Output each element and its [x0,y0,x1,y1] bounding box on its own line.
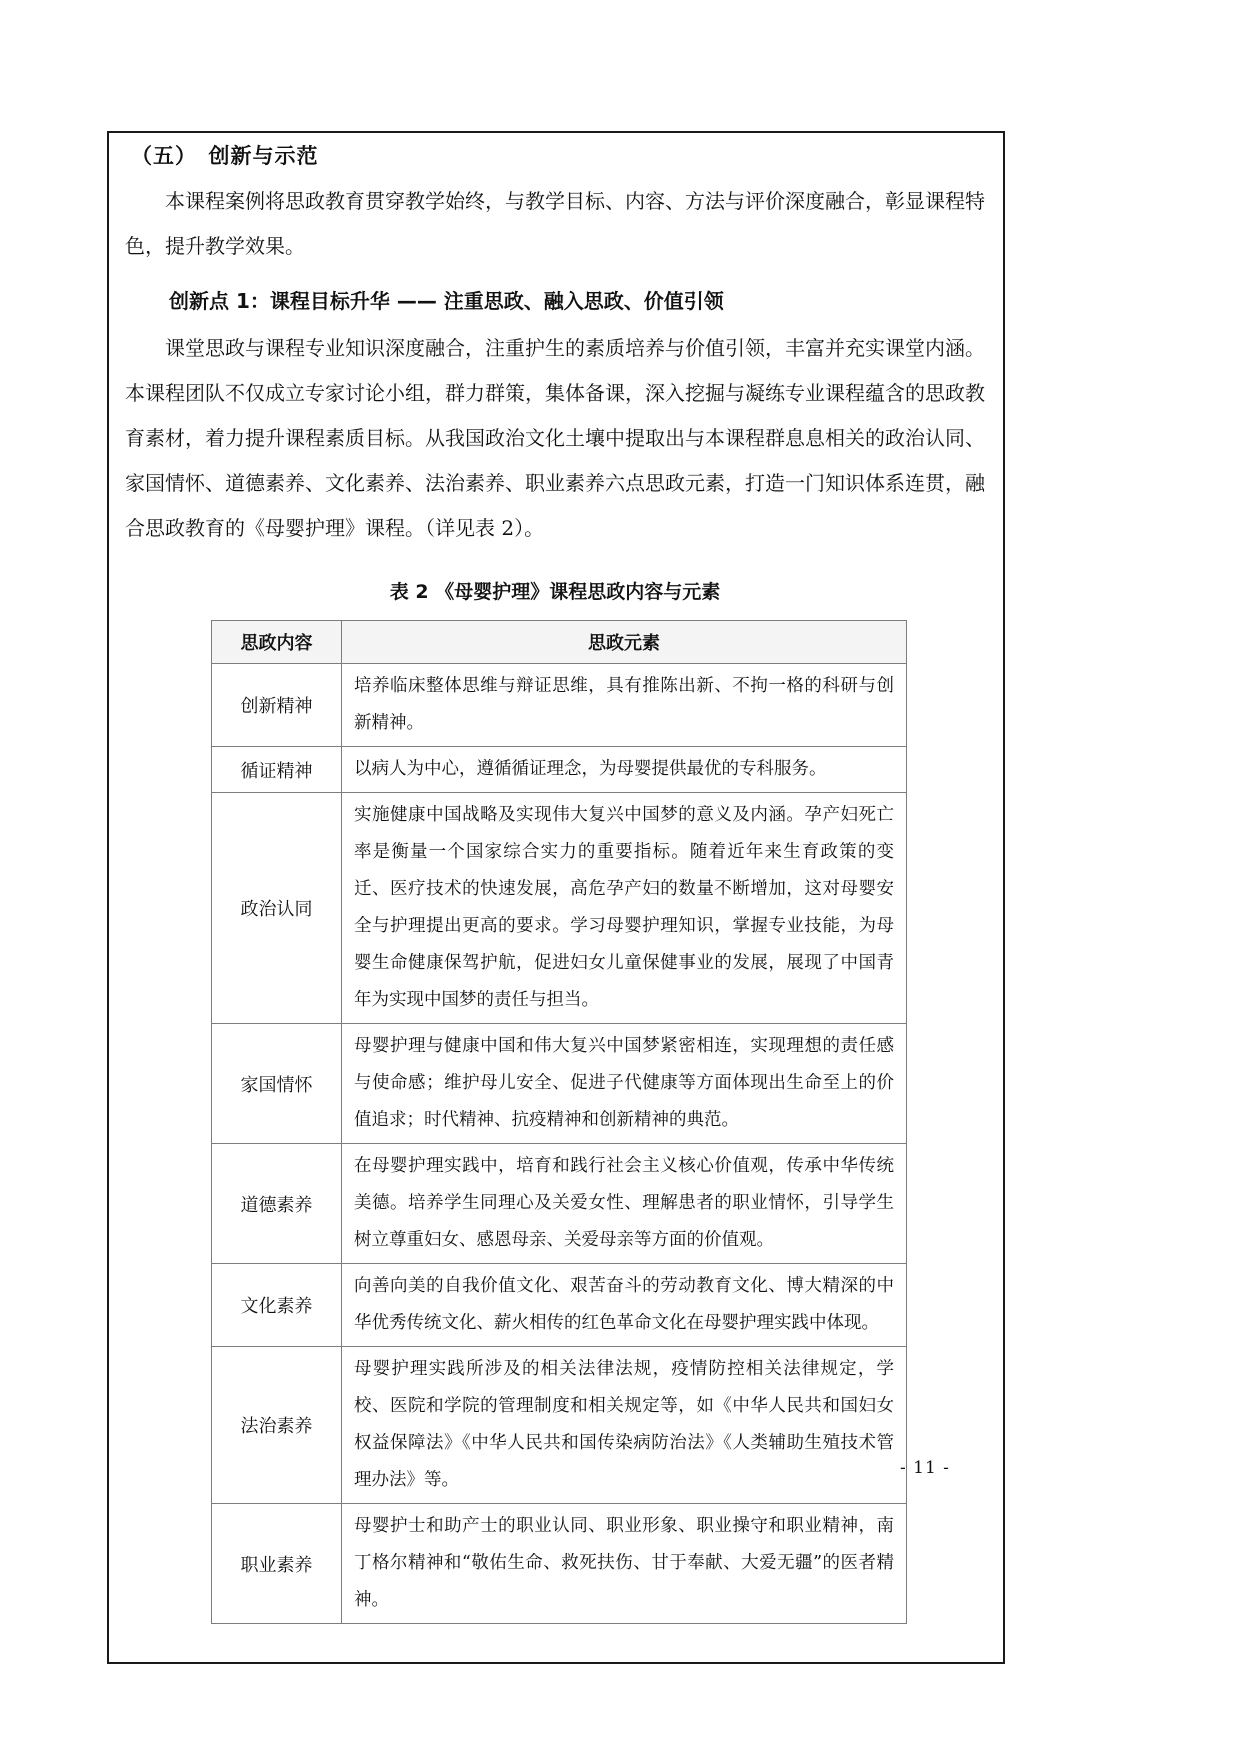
table-row [212,1144,907,1264]
content-cell: 以病人为中心，遵循循证理念，为母婴提供最优的专科服务。 [342,747,907,793]
ideology-elements-table [211,620,907,1624]
content-cell: 在母婴护理实践中，培育和践行社会主义核心价值观，传承中华传统美德。培养学生同理心及关爱女性、理解患者的职业情怀，引导学生树立尊重妇女、感恩母亲、关爱母亲等方面的价值观。 [342,1144,907,1264]
content-cell: 母婴护理与健康中国和伟大复兴中国梦紧密相连，实现理想的责任感与使命感；维护母儿安全、促进子代健康等方面体现出生命至上的价值追求；时代精神、抗疫精神和创新精神的典范。 [342,1024,907,1144]
intro-paragraph: 本课程案例将思政教育贯穿教学始终，与教学目标、内容、方法与评价深度融合，彰显课程特色，提升教学效果。 [125,189,985,258]
column-header-elements: 思政元素 [342,621,907,664]
category-cell: 循证精神 [212,747,342,793]
content-cell: 培养临床整体思维与辩证思维，具有推陈出新、不拘一格的科研与创新精神。 [342,664,907,747]
content-cell: 母婴护理实践所涉及的相关法律法规，疫情防控相关法律规定，学校、医院和学院的管理制度和相关规定等，如《中华人民共和国妇女权益保障法》《中华人民共和国传染病防治法》《人类辅助生殖技术管理办法》等。 [342,1347,907,1504]
category-cell: 职业素养 [212,1504,342,1624]
category-cell: 文化素养 [212,1264,342,1347]
table-row [212,1024,907,1144]
page-number: - 11 - [900,1458,950,1478]
table-header-row [212,621,907,664]
category-cell: 创新精神 [212,664,342,747]
body-paragraph: 课堂思政与课程专业知识深度融合，注重护生的素质培养与价值引领，丰富并充实课堂内涵。本课程团队不仅成立专家讨论小组，群力群策，集体备课，深入挖掘与凝练专业课程蕴含的思政教育素材，着力提升课程素质目标。从我国政治文化土壤中提取出与本课程群息息相关的政治认同、家国情怀、道德素养、文化素养、法治素养、职业素养六点思政元素，打造一门知识体系连贯，融合思政教育的《母婴护理》课程。（详见表 2）。 [125,336,985,540]
table-row [212,747,907,793]
category-cell: 道德素养 [212,1144,342,1264]
table-row [212,664,907,747]
category-cell: 法治素养 [212,1347,342,1504]
category-cell: 家国情怀 [212,1024,342,1144]
content-cell: 向善向美的自我价值文化、艰苦奋斗的劳动教育文化、博大精深的中华优秀传统文化、薪火相传的红色革命文化在母婴护理实践中体现。 [342,1264,907,1347]
content-border-box [107,131,1005,1664]
table-row [212,1504,907,1624]
innovation-point-heading: 创新点 1：课程目标升华 —— 注重思政、融入思政、价值引领 [169,289,724,313]
category-cell: 政治认同 [212,793,342,1024]
table-caption: 表 2 《母婴护理》课程思政内容与元素 [389,581,721,603]
table-row [212,1264,907,1347]
table-row [212,793,907,1024]
content-cell: 实施健康中国战略及实现伟大复兴中国梦的意义及内涵。孕产妇死亡率是衡量一个国家综合实力的重要指标。随着近年来生育政策的变迁、医疗技术的快速发展，高危孕产妇的数量不断增加，这对母婴安全与护理提出更高的要求。学习母婴护理知识，掌握专业技能，为母婴生命健康保驾护航，促进妇女儿童保健事业的发展，展现了中国青年为实现中国梦的责任与担当。 [342,793,907,1024]
table-row [212,1347,907,1504]
content-cell: 母婴护士和助产士的职业认同、职业形象、职业操守和职业精神，南丁格尔精神和“敬佑生命、救死扶伤、甘于奉献、大爱无疆”的医者精神。 [342,1504,907,1624]
column-header-content: 思政内容 [212,621,342,664]
section-heading: （五） 创新与示范 [131,143,319,168]
